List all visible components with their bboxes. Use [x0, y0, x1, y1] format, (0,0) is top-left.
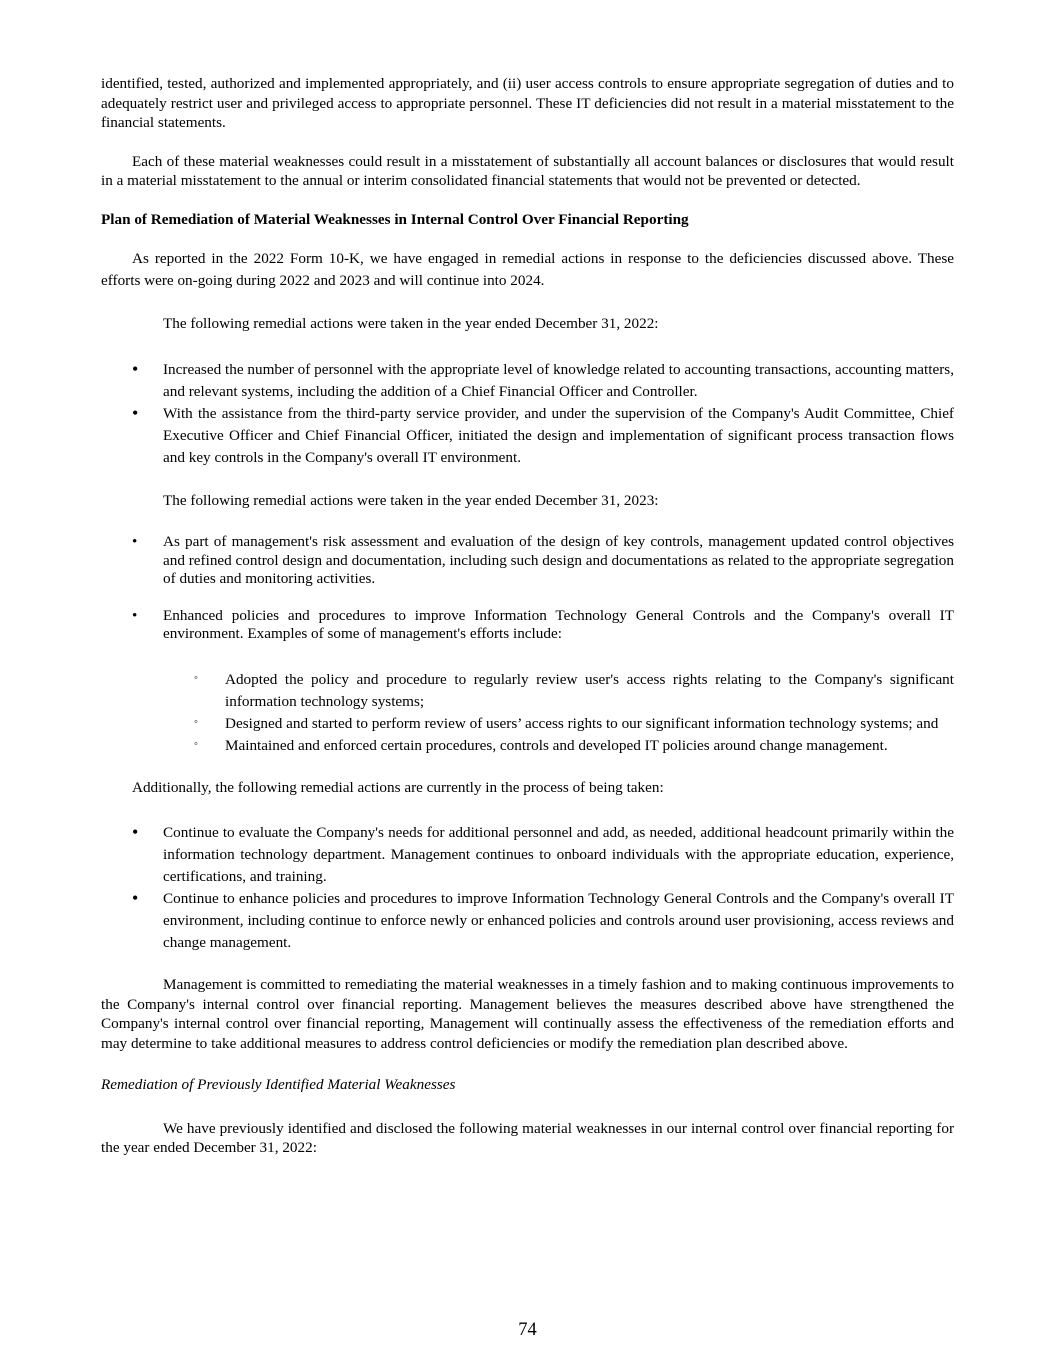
- list-2023-actions: [101, 533, 954, 644]
- paragraph-management-commitment: Management is committed to remediating the material weaknesses in a timely fashion and to making continuous improvements to the Company's internal control over financial reporting. Management believes the measures described above have strengthened the Company's internal control over financial reporting, Management will continually assess the effectiveness of the remediation efforts and may determine to take additional measures to address control deficiencies or modify the remediation plan described above.: [101, 976, 954, 1052]
- intro-2022-actions: The following remedial actions were taken in the year ended December 31, 2022:: [163, 315, 659, 332]
- subsection-heading: Remediation of Previously Identified Material Weaknesses: [101, 1076, 456, 1093]
- bullet-marker: •: [132, 358, 139, 379]
- paragraph-material-weaknesses: Each of these material weaknesses could result in a misstatement of substantially all account balances or disclosures that would result in a material misstatement to the annual or interim consolidated financial statements that would not be prevented or detected.: [101, 152, 954, 189]
- list-2022-actions: [101, 359, 954, 469]
- page-number: 74: [518, 1320, 537, 1340]
- list-in-process-actions: [101, 822, 954, 954]
- list-item: ◦ Adopted the policy and procedure to regularly review user's access rights relating to the Company's significant information technology systems;: [101, 669, 954, 713]
- bullet-marker: •: [132, 606, 138, 624]
- document-page: [101, 74, 954, 1158]
- list-item: • Increased the number of personnel with the appropriate level of knowledge related to accounting transactions, accounting matters, and relevant systems, including the addition of a Chief Financial Officer and Controller.: [132, 358, 954, 400]
- bullet-marker: •: [132, 533, 138, 550]
- bullet-marker: •: [132, 888, 139, 908]
- circle-bullet-marker: ◦: [194, 671, 198, 684]
- list-management-efforts: [101, 669, 954, 757]
- bullet-marker: •: [132, 822, 139, 842]
- list-item: ◦ Maintained and enforced certain procedures, controls and developed IT policies around change management.: [101, 735, 954, 757]
- bullet-marker: •: [132, 402, 139, 423]
- list-item: • As part of management's risk assessment and evaluation of the design of key controls, management updated control objectives and refined control design and documentation, including such design and documentations as related to the appropriate segregation of duties and monitoring activities.: [132, 533, 954, 587]
- paragraph-form-10k: As reported in the 2022 Form 10-K, we have engaged in remedial actions in response to the deficiencies discussed above. These efforts were on-going during 2022 and 2023 and will continue into 2024.: [101, 250, 954, 289]
- paragraph-it-deficiencies: identified, tested, authorized and implemented appropriately, and (ii) user access controls to ensure appropriate segregation of duties and to adequately restrict user and privileged access to appropriate personnel. These IT deficiencies did not result in a material misstatement to the financial statements.: [101, 75, 954, 131]
- circle-bullet-marker: ◦: [194, 737, 198, 750]
- list-item: • Continue to evaluate the Company's needs for additional personnel and add, as needed, additional headcount primarily within the information technology department. Management continues to onboard individuals with the appropriate education, experience, certifications, and training.: [132, 822, 954, 885]
- section-heading: Plan of Remediation of Material Weaknesses in Internal Control Over Financial Reporting: [101, 210, 689, 228]
- list-item: • Enhanced policies and procedures to improve Information Technology General Controls and the Company's overall IT environment. Examples of some of management's efforts include:: [132, 606, 954, 642]
- intro-in-process-actions: Additionally, the following remedial actions are currently in the process of being taken:: [132, 778, 664, 796]
- intro-2023-actions: The following remedial actions were taken in the year ended December 31, 2023:: [163, 491, 659, 509]
- paragraph-previously-identified: We have previously identified and disclosed the following material weaknesses in our internal control over financial reporting for the year ended December 31, 2022:: [101, 1119, 954, 1156]
- list-item: ◦ Designed and started to perform review of users’ access rights to our significant information technology systems; and: [101, 713, 954, 735]
- list-item: • Continue to enhance policies and procedures to improve Information Technology General Controls and the Company's overall IT environment, including continue to enforce newly or enhanced policies and controls around user provisioning, access reviews and change management.: [132, 888, 954, 951]
- list-item: • With the assistance from the third-party service provider, and under the supervision of the Company's Audit Committee, Chief Executive Officer and Chief Financial Officer, initiated the design and implementation of significant process transaction flows and key controls in the Company's overall IT environment.: [132, 402, 954, 466]
- circle-bullet-marker: ◦: [194, 715, 198, 728]
